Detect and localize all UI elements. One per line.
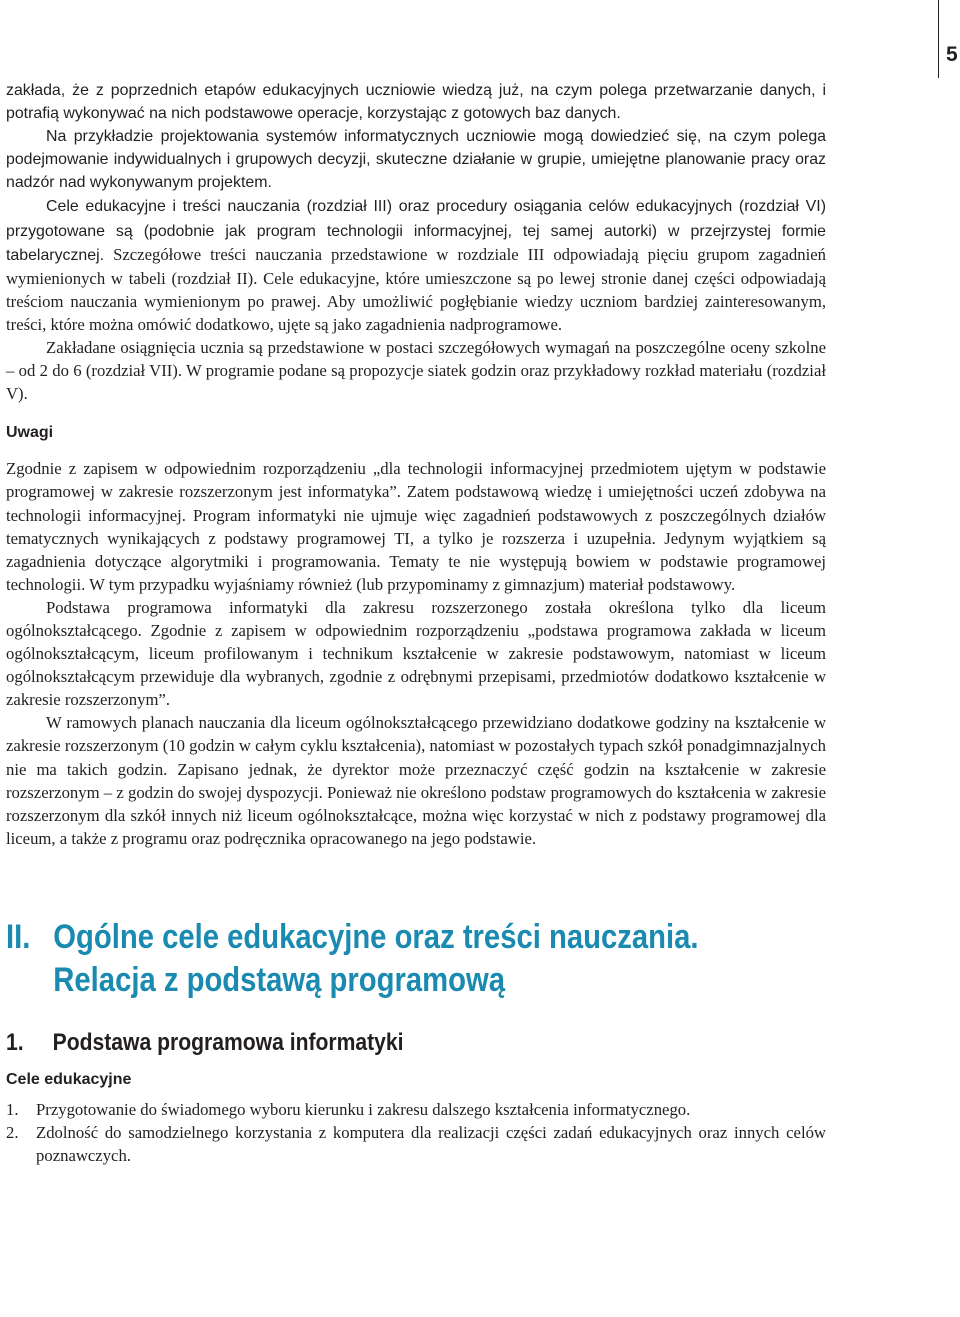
chapter-title-line-2: Relacja z podstawą programową	[53, 960, 506, 999]
section-number: 1.	[6, 1028, 24, 1056]
chapter-title-line-1: Ogólne cele edukacyjne oraz treści nauczania.	[53, 917, 699, 956]
page-number: 5	[946, 43, 958, 66]
section-title: Podstawa programowa informatyki	[52, 1028, 404, 1056]
goal-number: 2.	[6, 1123, 19, 1142]
intro-paragraph-4: Zakładane osiągnięcia ucznia są przedstawione w postaci szczegółowych wymagań na poszczególne oceny szkolne – od 2 do 6 (rozdział VII). W programie podane są propozycje siatek godzin oraz przykładowy rozkład materiału (rozdział V).	[6, 338, 826, 404]
intro-paragraph-2: Na przykładzie projektowania systemów informatycznych uczniowie mogą dowiedzieć się, na czym polega podejmowanie indywidualnych i grupowych decyzji, skuteczne działanie w grupie, umiejętne planowanie pracy oraz nadzór nad wykonywanym projektem.	[6, 128, 826, 192]
intro-paragraph-3-sans-part: Cele edukacyjne i treści nauczania (rozdział III) oraz procedury osiągania celów edukacyjnych (rozdział VI) przygotowane są (podobnie jak program technologii informacyjnej, tej samej autorki) w przejrzystej formie tabelarycznej.	[6, 198, 826, 264]
uwagi-paragraph-3: W ramowych planach nauczania dla liceum ogólnokształcącego przewidziano dodatkowe godziny na kształcenie w zakresie rozszerzonym (10 godzin w całym cyklu kształcenia), natomiast w pozostałych typach szkół ponadgimnazjalnych nie ma takich godzin. Zapisano jednak, że dyrektor może przeznaczyć część godzin na kształcenie w zakresie rozszerzonym – z godzin do swojej dyspozycji. Ponieważ nie określono podstaw programowych do kształcenia w zakresie rozszerzonym dla szkół innych niż liceum ogólnokształcące, można więc korzystać w nich z podstawy programowej dla liceum, a także z programu oraz podręcznika opracowanego na jego podstawie.	[6, 713, 826, 848]
chapter-title	[53, 916, 698, 1002]
intro-paragraph-1: zakłada, że z poprzednich etapów edukacyjnych uczniowie wiedzą już, na czym polega przetwarzanie danych, i potrafią wykonywać na nich podstawowe operacje, korzystając z gotowych baz danych.	[6, 82, 826, 123]
page-content	[6, 79, 826, 1167]
goal-item	[6, 1098, 826, 1121]
goal-item	[6, 1121, 826, 1167]
intro-paragraph-3-serif-part: Szczegółowe treści nauczania przedstawione w rozdziale III odpowiadają pięciu grupom zagadnień wymienionych w tabeli (rozdział II). Cele edukacyjne, które umieszczone są po lewej stronie danej części odpowiadają treściom nauczania wymienionym po prawej. Aby umożliwić pogłębianie wiedzy uczniom bardziej zainteresowanym, treści, które można omówić dodatkowo, ujęte są jako zagadnienia nadprogramowe.	[6, 244, 826, 334]
section-heading	[6, 1028, 728, 1058]
goals-list	[6, 1098, 826, 1167]
page-number-rule	[938, 0, 939, 78]
intro-paragraph-3	[6, 194, 826, 336]
goal-text: Przygotowanie do świadomego wyboru kierunku i zakresu dalszego kształcenia informatycznego.	[36, 1099, 691, 1119]
goal-number: 1.	[6, 1099, 19, 1119]
uwagi-heading: Uwagi	[6, 424, 54, 442]
uwagi-paragraph-1: Zgodnie z zapisem w odpowiednim rozporządzeniu „dla technologii informacyjnej przedmiotem ujętym w podstawie programowej w zakresie rozszerzonym jest informatyka”. Zatem podstawową wiedzę i umiejętności uczeń zdobywa na technologii informacyjnej. Program informatyki nie ujmuje więc zagadnień podstawowych z poszczególnych działów tematycznych wynikających z podstawy programowej TI, a tylko je rozszerza i uzupełnia. Jedynym wyjątkiem są zagadnienia dotyczące algorytmiki i programowania. Tematy te nie występują bowiem w podstawie programowej technologii. W tym przypadku wyjaśniamy również (lub przypominamy z gimnazjum) materiał podstawowy.	[6, 459, 826, 594]
goals-heading: Cele edukacyjne	[6, 1070, 132, 1088]
chapter-heading	[6, 916, 711, 1002]
uwagi-paragraph-2: Podstawa programowa informatyki dla zakresu rozszerzonego została określona tylko dla liceum ogólnokształcącego. Zgodnie z zapisem w odpowiednim rozporządzeniu „podstawa programowa zakłada w liceum ogólnokształcącym, liceum profilowanym i technikum kształcenie w zakresie podstawowym, natomiast w liceum ogólnokształcącym przewiduje dla wybranych, zgodnie z odrębnymi przepisami, przedmiotów dodatkowo kształcenie w zakresie rozszerzonym”.	[6, 597, 826, 710]
goal-text: Zdolność do samodzielnego korzystania z komputera dla realizacji części zadań edukacyjnych oraz innych celów poznawczych.	[36, 1123, 826, 1166]
chapter-number: II.	[6, 917, 31, 956]
